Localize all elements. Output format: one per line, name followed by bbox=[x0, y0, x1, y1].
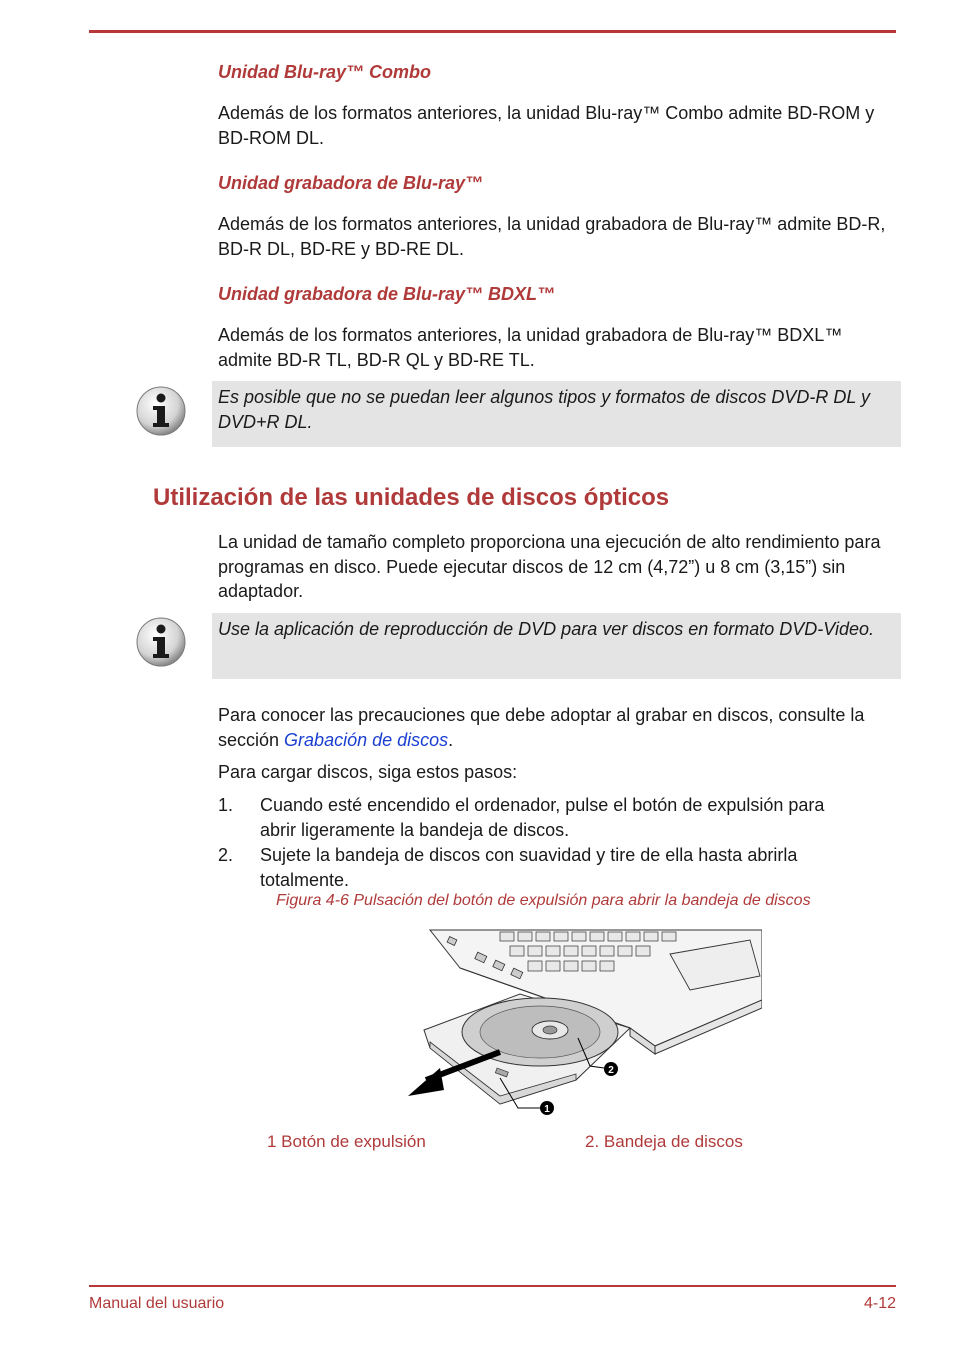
legend-disc-tray: 2. Bandeja de discos bbox=[585, 1132, 743, 1151]
section-heading: Utilización de las unidades de discos ópticos bbox=[153, 484, 670, 511]
page-number: 4-12 bbox=[863, 1295, 896, 1312]
paragraph-writer: Además de los formatos anteriores, la unidad grabadora de Blu-ray™ admite BD-R, BD-R DL, BD-RE y BD-RE DL. bbox=[218, 214, 886, 259]
info-icon bbox=[135, 616, 187, 668]
recording-discs-link[interactable]: Grabación de discos bbox=[284, 729, 449, 750]
legend-eject-button: 1 Botón de expulsión bbox=[267, 1132, 426, 1151]
disc-tray-illustration bbox=[400, 928, 762, 1118]
paragraph-intro: La unidad de tamaño completo proporciona una ejecución de alto rendimiento para programas en disco. Puede ejecutar discos de 12 cm (4,72”) u 8 cm (3,15”) sin adaptador. bbox=[218, 532, 881, 601]
subheading-bdxl: Unidad grabadora de Blu-ray™ BDXL™ bbox=[218, 284, 556, 304]
note-text-2: Use la aplicación de reproducción de DVD para ver discos en formato DVD-Video. bbox=[218, 619, 874, 639]
step-number: 2. bbox=[218, 845, 234, 865]
paragraph-precautions bbox=[218, 703, 900, 752]
step-text: Sujete la bandeja de discos con suavidad y tire de ella hasta abrirla totalmente. bbox=[260, 845, 798, 890]
precautions-text: Para conocer las precauciones que debe adoptar al grabar en discos, consulte la sección bbox=[218, 705, 865, 750]
paragraph-combo: Además de los formatos anteriores, la unidad Blu-ray™ Combo admite BD-ROM y BD-ROM DL. bbox=[218, 103, 875, 148]
paragraph-load-intro: Para cargar discos, siga estos pasos: bbox=[218, 762, 518, 782]
precautions-end: . bbox=[448, 729, 454, 750]
figure-caption: Figura 4-6 Pulsación del botón de expulsión para abrir la bandeja de discos bbox=[276, 892, 811, 909]
note-box-2 bbox=[212, 613, 901, 679]
paragraph-bdxl: Además de los formatos anteriores, la unidad grabadora de Blu-ray™ BDXL™ admite BD-R TL, BD-R QL y BD-RE TL. bbox=[218, 325, 843, 370]
header-rule bbox=[89, 30, 896, 33]
callout-1-label: 1 bbox=[544, 1104, 550, 1115]
note-text-1: Es posible que no se puedan leer algunos tipos y formatos de discos DVD-R DL y DVD+R DL. bbox=[218, 387, 871, 432]
callout-2-label: 2 bbox=[608, 1065, 614, 1076]
note-box-1 bbox=[212, 381, 901, 447]
footer-title: Manual del usuario bbox=[89, 1295, 225, 1312]
step-number: 1. bbox=[218, 795, 234, 815]
step-text: Cuando esté encendido el ordenador, pulse el botón de expulsión para abrir ligeramente la bandeja de discos. bbox=[260, 795, 825, 840]
info-icon bbox=[135, 385, 187, 437]
footer-rule bbox=[89, 1285, 896, 1287]
subheading-combo: Unidad Blu-ray™ Combo bbox=[218, 62, 432, 82]
subheading-writer: Unidad grabadora de Blu-ray™ bbox=[218, 173, 484, 193]
